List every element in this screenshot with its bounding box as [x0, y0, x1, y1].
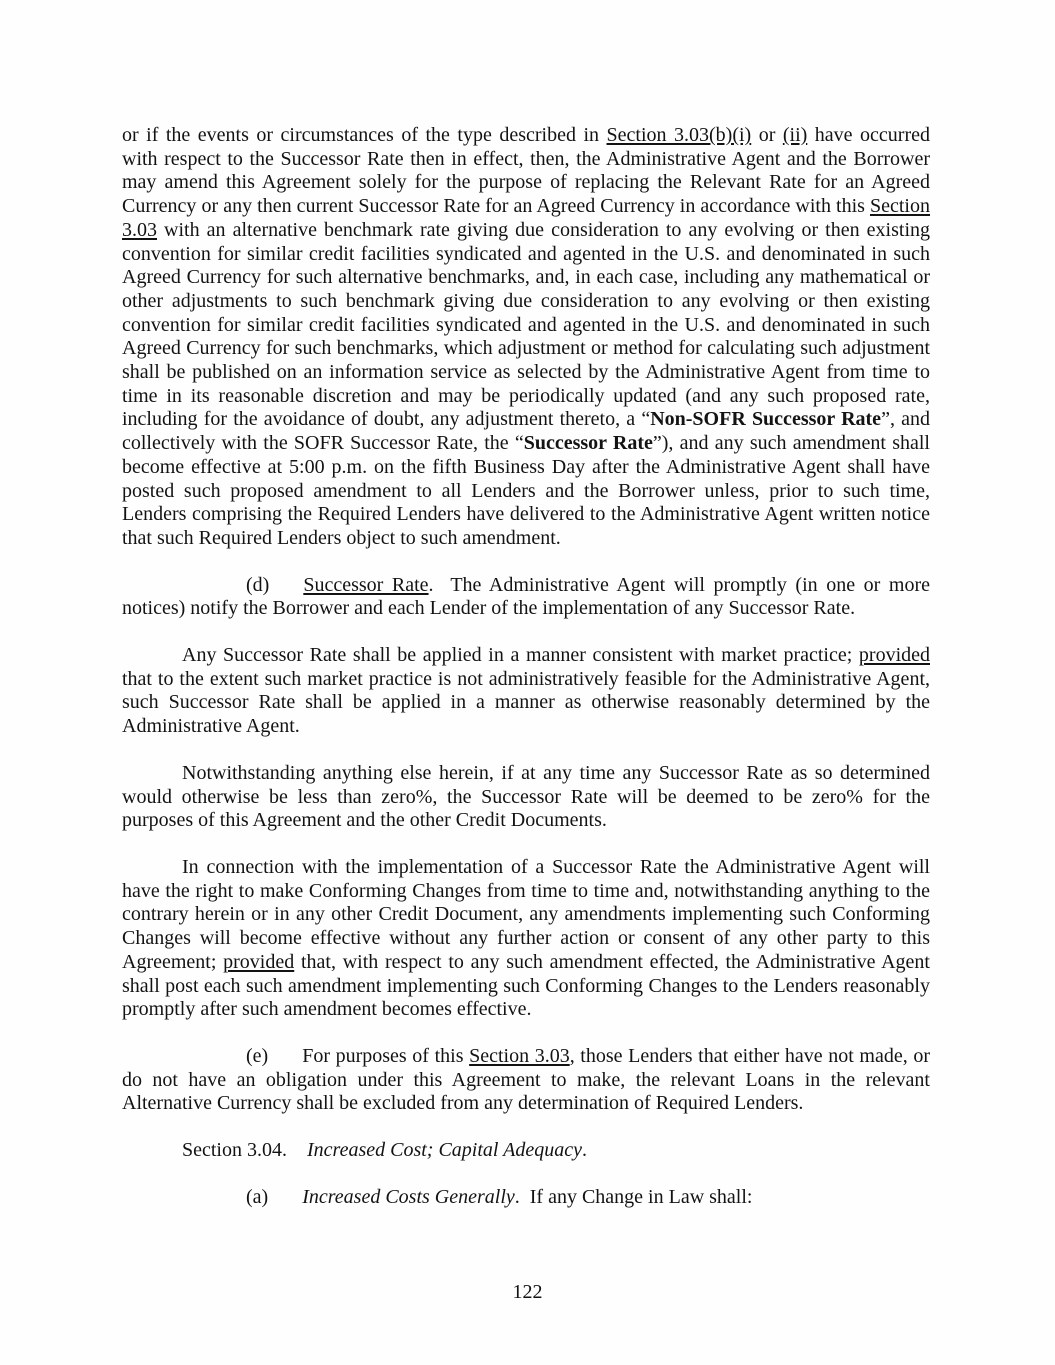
conforming-changes-paragraph: [122, 856, 930, 1022]
body-text: ”, and collectively with the SOFR Successor Rate, the “: [122, 408, 930, 455]
body-text: Section 3.04.: [182, 1139, 287, 1162]
body-text: (e): [246, 1044, 269, 1067]
underlined-text: Successor Rate: [303, 573, 429, 596]
underlined-text: (ii): [782, 124, 808, 146]
zero-floor-paragraph: [122, 762, 930, 833]
intro-continuation-paragraph: [122, 124, 930, 551]
body-text: In connection with the implementation of a Successor Rate the Administrative Agent will have the right to make Conforming Changes from time to time and, notwithstanding anything to the contrary herein or in any other Credit Document, any amendments implementing such Conforming Changes will become effective without any further action or consent of any other party to this Agreement;: [122, 855, 930, 973]
tab-space: [268, 1061, 302, 1062]
body-text: or: [751, 124, 783, 146]
body-text: have occurred with respect to the Successor Rate then in effect, then, the Administrative Agent and the Borrower may amend this Agreement solely for the purpose of replacing the Relevant Rate for an Agreed Currency or any then current Successor Rate for an Agreed Currency in accordance with this: [122, 124, 930, 218]
market-practice-paragraph: [122, 644, 930, 739]
body-text: Any Successor Rate shall be applied in a manner consistent with market practice;: [182, 644, 859, 667]
tab-space: [268, 1202, 302, 1203]
subsection-a-paragraph: [122, 1186, 930, 1210]
underlined-text: provided: [858, 644, 930, 667]
underlined-text: provided: [223, 950, 295, 973]
underlined-text: Section 3.03: [122, 195, 930, 241]
body-text: or if the events or circumstances of the type described in: [122, 124, 607, 146]
body-text: , those Lenders that either have not made, or do not have an obligation under this Agreement to make, the relevant Loans in the relevant Alternative Currency shall be excluded from any determination of Required Lenders.: [122, 1044, 930, 1115]
body-text: For purposes of this: [302, 1044, 470, 1067]
bold-defined-term: Successor Rate: [523, 432, 653, 455]
section-3-04-heading: [122, 1139, 930, 1163]
body-text: Notwithstanding anything else herein, if at any time any Successor Rate as so determined would otherwise be less than zero%, the Successor Rate will be deemed to be zero% for the purposes of this Agreement and the other Credit Documents.: [122, 761, 930, 832]
subsection-e-paragraph: [122, 1045, 930, 1116]
italic-heading-text: Increased Cost; Capital Adequacy: [307, 1139, 582, 1162]
underlined-text: Section 3.03(b)(i): [606, 124, 752, 146]
italic-heading-text: Increased Costs Generally: [302, 1185, 515, 1208]
page-number: 122: [512, 1281, 543, 1303]
body-text: .: [581, 1139, 587, 1162]
body-text: . If any Change in Law shall:: [514, 1185, 753, 1208]
tab-space: [269, 590, 303, 591]
body-text: (a): [246, 1185, 269, 1208]
body-text: with an alternative benchmark rate giving due consideration to any evolving or then existing convention for similar credit facilities syndicated and agented in the U.S. and denominated in such Agreed Currency for such alternative benchmarks, and, in each case, including any mathematical or other adjustments to such benchmark giving due consideration to any evolving or then existing convention for similar credit facilities syndicated and agented in the U.S. and denominated in such Agreed Currency for such benchmarks, which adjustment or method for calculating such adjustment shall be published on an information service as selected by the Administrative Agent from time to time in its reasonable discretion and may be periodically updated (and any such proposed rate, including for the avoidance of doubt, any adjustment thereto, a “: [122, 218, 930, 431]
tab-space: [287, 1155, 307, 1156]
body-text: that, with respect to any such amendment effected, the Administrative Agent shall post each such amendment implementing such Conforming Changes to the Lenders reasonably promptly after such amendment becomes effective.: [122, 950, 930, 1021]
body-text: that to the extent such market practice is not administratively feasible for the Administrative Agent, such Successor Rate shall be applied in a manner as otherwise reasonably determined by the Administrative Agent.: [122, 667, 930, 738]
body-text: ”), and any such amendment shall become effective at 5:00 p.m. on the fifth Business Day after the Administrative Agent shall have posted such proposed amendment to all Lenders and the Borrower unless, prior to such time, Lenders comprising the Required Lenders have delivered to the Administrative Agent written notice that such Required Lenders object to such amendment.: [122, 432, 930, 549]
underlined-text: Section 3.03: [469, 1044, 570, 1067]
document-body: [122, 124, 930, 1232]
body-text: . The Administrative Agent will promptly (in one or more notices) notify the Borrower and each Lender of the implementation of any Successor Rate.: [122, 573, 930, 620]
subsection-d-paragraph: [122, 574, 930, 621]
body-text: (d): [246, 573, 270, 596]
bold-defined-term: Non-SOFR Successor Rate: [650, 408, 882, 431]
